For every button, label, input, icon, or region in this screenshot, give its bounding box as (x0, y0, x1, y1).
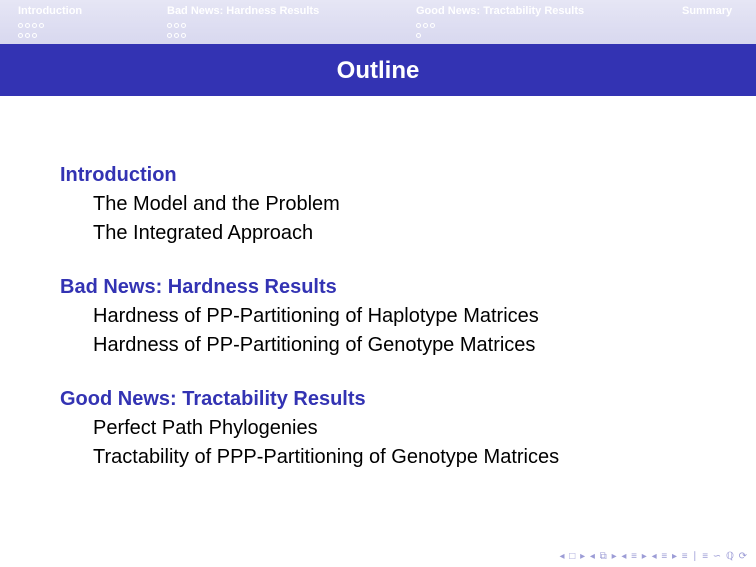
subsection-dot[interactable] (18, 33, 23, 38)
toc-section-title[interactable]: Bad News: Hardness Results (60, 276, 337, 298)
nav-section-summary[interactable]: Summary (682, 5, 733, 17)
toc-subsection[interactable]: The Model and the Problem (93, 193, 340, 215)
subsection-dot[interactable] (416, 33, 421, 38)
nav-dots-bad-news (167, 22, 186, 42)
subsection-dot[interactable] (416, 23, 421, 28)
section-navigation-bar (0, 0, 756, 44)
toc-subsection[interactable]: Tractability of PPP-Partitioning of Genotype Matrices (93, 446, 560, 468)
nav-dots-introduction (18, 22, 44, 42)
nav-dots-good-news (416, 22, 435, 42)
nav-section-bad-news[interactable]: Bad News: Hardness Results (167, 5, 320, 17)
subsection-dot[interactable] (39, 23, 44, 28)
subsection-dot[interactable] (174, 23, 179, 28)
subsection-dot[interactable] (18, 23, 23, 28)
toc-section-bad-news (60, 272, 559, 360)
subsection-dot[interactable] (174, 33, 179, 38)
toc-section-title[interactable]: Introduction (60, 164, 177, 186)
toc-section-introduction (60, 160, 559, 248)
subsection-dot[interactable] (181, 23, 186, 28)
subsection-dot[interactable] (25, 33, 30, 38)
toc-subsection[interactable]: Hardness of PP-Partitioning of Haplotype Matrices (93, 305, 539, 327)
subsection-dot[interactable] (423, 23, 428, 28)
subsection-dot[interactable] (167, 33, 172, 38)
frame-title: Outline (0, 44, 756, 96)
subsection-dot[interactable] (167, 23, 172, 28)
subsection-dot[interactable] (430, 23, 435, 28)
toc-section-good-news (60, 384, 559, 472)
toc-subsection[interactable]: The Integrated Approach (93, 222, 314, 244)
table-of-contents (60, 160, 559, 496)
nav-section-introduction[interactable]: Introduction (18, 5, 83, 17)
toc-subsection[interactable]: Hardness of PP-Partitioning of Genotype Matrices (93, 334, 536, 356)
beamer-navigation-icons[interactable]: ◂ □ ▸ ◂ ⧉ ▸ ◂ ≡ ▸ ◂ ≡ ▸ ≡ ∣ ≡ ∽ ℚ ⟳ (559, 551, 748, 562)
subsection-dot[interactable] (25, 23, 30, 28)
toc-subsection[interactable]: Perfect Path Phylogenies (93, 417, 318, 439)
toc-section-title[interactable]: Good News: Tractability Results (60, 388, 366, 410)
subsection-dot[interactable] (32, 23, 37, 28)
subsection-dot[interactable] (32, 33, 37, 38)
subsection-dot[interactable] (181, 33, 186, 38)
nav-section-good-news[interactable]: Good News: Tractability Results (416, 5, 585, 17)
